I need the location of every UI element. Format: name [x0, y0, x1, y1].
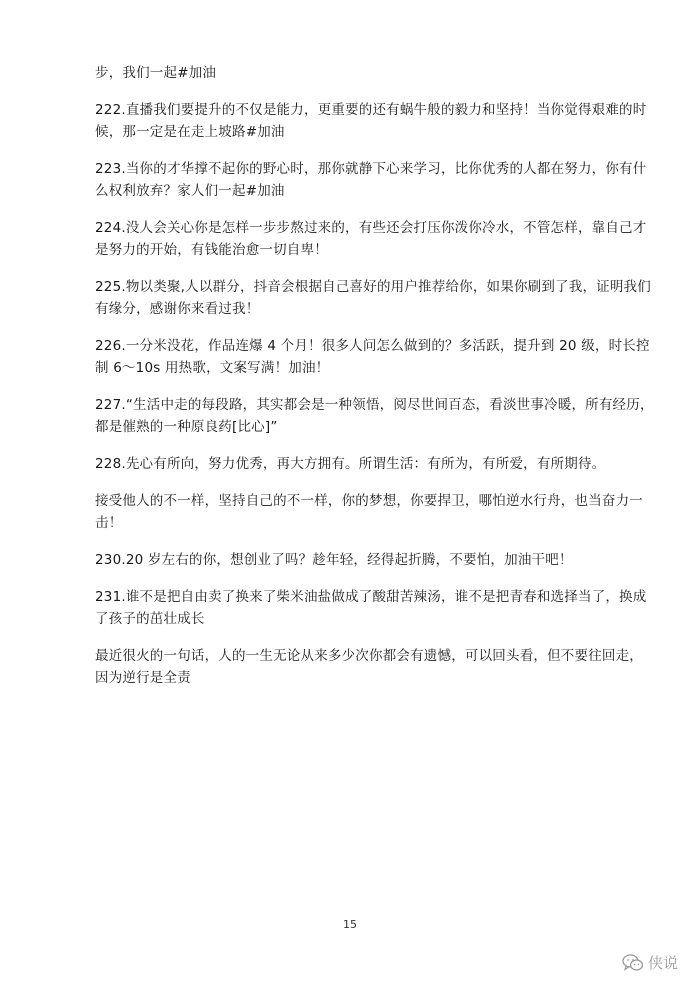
paragraph: 接受他人的不一样，坚持自己的不一样，你的梦想，你要捍卫，哪怕逆水行舟，也当奋力一击！	[95, 493, 643, 531]
document-body	[95, 62, 655, 704]
paragraph: 222.直播我们要提升的不仅是能力，更重要的还有蜗牛般的毅力和坚持！当你觉得艰难的时候，那一定是在走上坡路#加油	[95, 102, 647, 140]
paragraph: 226.一分米没花，作品连爆 4 个月！很多人问怎么做到的？多活跃，提升到 20 级，时长控制 6～10s 用热歌，文案写满！加油！	[95, 338, 650, 376]
paragraph: 230.20 岁左右的你，想创业了吗？趁年轻，经得起折腾，不要怕，加油干吧！	[95, 552, 573, 568]
paragraph: 228.先心有所向，努力优秀，再大方拥有。所谓生活：有所为，有所爱，有所期待。	[95, 456, 606, 472]
paragraph: 最近很火的一句话，人的一生无论从来多少次你都会有遗憾，可以回头看，但不要往回走，因为逆行是全责	[95, 648, 643, 686]
paragraph: 227.“生活中走的每段路，其实都会是一种领悟，阅尽世间百态，看淡世事冷暖，所有经历，都是催熟的一种原良药[比心]”	[95, 397, 654, 435]
paragraph: 223.当你的才华撑不起你的野心时，那你就静下心来学习，比你优秀的人都在努力，你有什么权利放弃？家人们一起#加油	[95, 161, 647, 199]
paragraph: 224.没人会关心你是怎样一步步熬过来的，有些还会打压你泼你冷水，不管怎样，靠自己才是努力的开始，有钱能治愈一切自卑！	[95, 220, 647, 258]
paragraph: 231.谁不是把自由卖了换来了柴米油盐做成了酸甜苦辣汤，谁不是把青春和选择当了，换成了孩子的茁壮成长	[95, 589, 647, 627]
page-number: 15	[343, 918, 357, 931]
watermark-label: 侠说	[647, 954, 678, 972]
paragraph: 225.物以类聚,人以群分，抖音会根据自己喜好的用户推荐给你，如果你刷到了我，证明我们有缘分，感谢你来看过我！	[95, 279, 651, 317]
paragraph: 步，我们一起#加油	[95, 65, 217, 81]
wechat-icon	[622, 954, 644, 972]
watermark	[622, 952, 678, 973]
